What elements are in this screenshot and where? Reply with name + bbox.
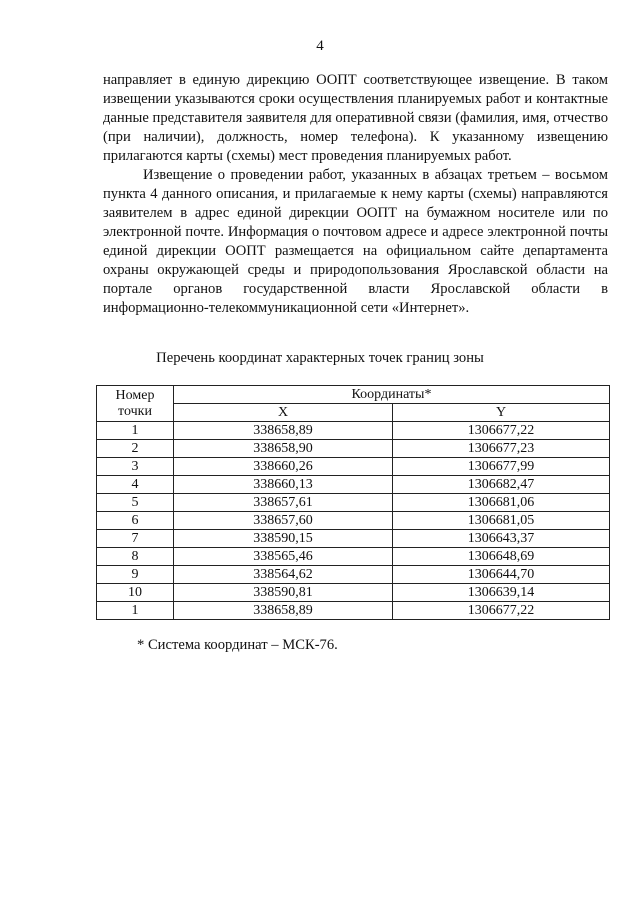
point-number-cell: 1 — [97, 602, 174, 620]
x-coordinate-cell: 338590,81 — [174, 584, 393, 602]
point-number-cell: 5 — [97, 494, 174, 512]
x-coordinate-cell: 338658,89 — [174, 422, 393, 440]
table-title: Перечень координат характерных точек границ зоны — [156, 350, 484, 366]
page-number: 4 — [316, 38, 324, 54]
table-row — [97, 602, 610, 620]
body-text — [103, 71, 608, 318]
y-coordinate-cell: 1306639,14 — [393, 584, 610, 602]
header-point-number: Номер точки — [97, 386, 174, 422]
x-coordinate-cell: 338660,26 — [174, 458, 393, 476]
header-x: X — [174, 404, 393, 422]
x-coordinate-cell: 338657,60 — [174, 512, 393, 530]
x-coordinate-cell: 338658,90 — [174, 440, 393, 458]
point-number-cell: 1 — [97, 422, 174, 440]
y-coordinate-cell: 1306648,69 — [393, 548, 610, 566]
table-row — [97, 458, 610, 476]
table-row — [97, 548, 610, 566]
point-number-cell: 3 — [97, 458, 174, 476]
y-coordinate-cell: 1306682,47 — [393, 476, 610, 494]
point-number-cell: 4 — [97, 476, 174, 494]
table-subheader-row — [97, 404, 610, 422]
table-row — [97, 584, 610, 602]
table-header-row — [97, 386, 610, 404]
y-coordinate-cell: 1306681,05 — [393, 512, 610, 530]
point-number-cell: 6 — [97, 512, 174, 530]
point-number-cell: 10 — [97, 584, 174, 602]
y-coordinate-cell: 1306677,22 — [393, 422, 610, 440]
y-coordinate-cell: 1306643,37 — [393, 530, 610, 548]
header-coordinates: Координаты* — [174, 386, 610, 404]
y-coordinate-cell: 1306677,99 — [393, 458, 610, 476]
table-row — [97, 566, 610, 584]
table-row — [97, 512, 610, 530]
table-body — [97, 422, 610, 620]
y-coordinate-cell: 1306677,22 — [393, 602, 610, 620]
x-coordinate-cell: 338657,61 — [174, 494, 393, 512]
table-row — [97, 494, 610, 512]
point-number-cell: 7 — [97, 530, 174, 548]
x-coordinate-cell: 338590,15 — [174, 530, 393, 548]
paragraph-2: Извещение о проведении работ, указанных в абзацах третьем – восьмом пункта 4 данного описания, и прилагаемые к нему карты (схемы) направляются заявителем в адрес единой дирекции ООПТ на бумажном носителе или по электронной почте. Информация о почтовом адресе и адресе электронной почты единой дирекции ООПТ размещается на официальном сайте департамента охраны окружающей среды и природопользования Ярославской области на портале органов государственной власти Ярославской области в информационно-телекоммуникационной сети «Интернет». — [103, 167, 608, 316]
y-coordinate-cell: 1306644,70 — [393, 566, 610, 584]
x-coordinate-cell: 338565,46 — [174, 548, 393, 566]
table-row — [97, 440, 610, 458]
point-number-cell: 2 — [97, 440, 174, 458]
table-row — [97, 530, 610, 548]
x-coordinate-cell: 338564,62 — [174, 566, 393, 584]
header-y: Y — [393, 404, 610, 422]
footnote: * Система координат – МСК-76. — [137, 637, 338, 653]
x-coordinate-cell: 338660,13 — [174, 476, 393, 494]
y-coordinate-cell: 1306681,06 — [393, 494, 610, 512]
paragraph-1: направляет в единую дирекцию ООПТ соответствующее извещение. В таком извещении указываются сроки осуществления планируемых работ и контактные данные представителя заявителя для оперативной связи (фамилия, имя, отчество (при наличии), должность, номер телефона). К указанному извещению прилагаются карты (схемы) мест проведения планируемых работ. — [103, 72, 608, 164]
table-row — [97, 422, 610, 440]
x-coordinate-cell: 338658,89 — [174, 602, 393, 620]
table-row — [97, 476, 610, 494]
point-number-cell: 9 — [97, 566, 174, 584]
point-number-cell: 8 — [97, 548, 174, 566]
coordinates-table — [96, 385, 610, 620]
y-coordinate-cell: 1306677,23 — [393, 440, 610, 458]
